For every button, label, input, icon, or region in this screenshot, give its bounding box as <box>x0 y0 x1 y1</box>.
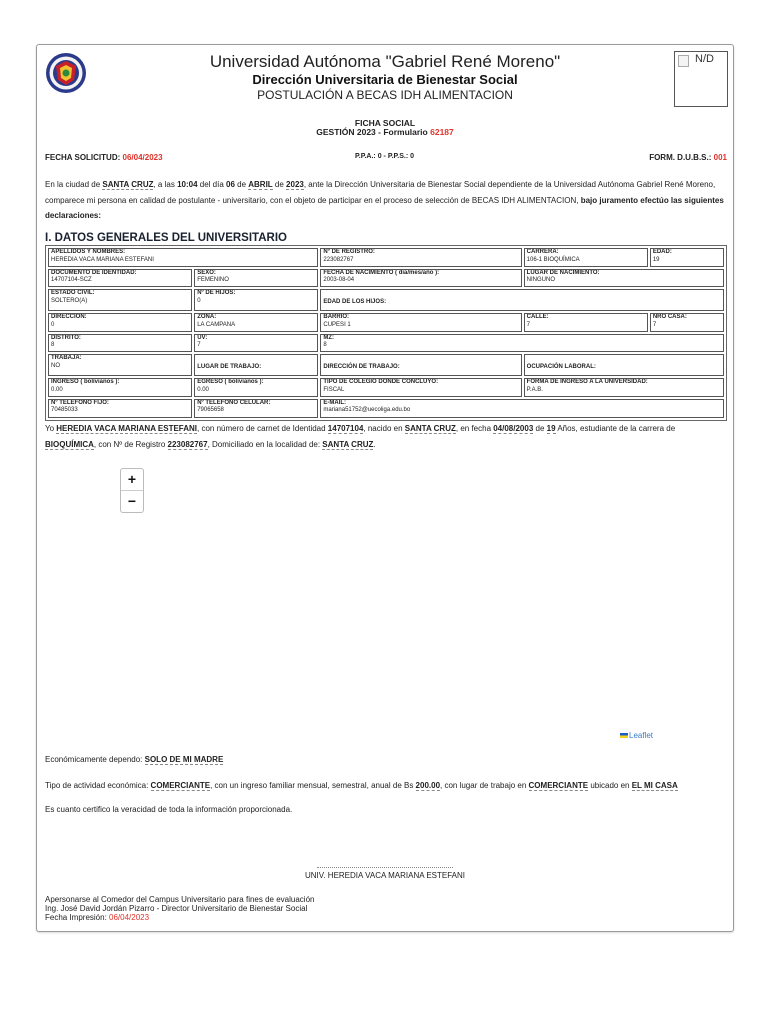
field-apellidos: APELLIDOS Y NOMBRES: HEREDIA VACA MARIANA ESTEFANI <box>48 248 318 267</box>
decl-ci: 14707104 <box>327 424 364 433</box>
field-estado-civil: ESTADO CIVIL: SOLTERO(A) <box>48 289 192 311</box>
field-registro: Nº DE REGISTRO: 223082767 <box>320 248 521 267</box>
signature-line <box>317 867 453 868</box>
field-ocupacion: OCUPACIÓN LABORAL: <box>524 354 724 376</box>
gestion-line <box>37 127 733 137</box>
field-direccion: DIRECCIÓN: 0 <box>48 313 192 332</box>
field-documento: DOCUMENTO DE IDENTIDAD: 14707104-SCZ <box>48 269 192 288</box>
student-data-table <box>45 245 727 421</box>
intro-oath: bajo juramento efectúo las siguientes declaraciones: <box>45 195 724 220</box>
intro-time: 10:04 <box>177 180 198 189</box>
field-telefono-fijo: Nº TELÉFONO FIJO: 70485033 <box>48 399 192 418</box>
request-date <box>45 153 163 162</box>
field-edad-hijos: EDAD DE LOS HIJOS: <box>320 289 724 311</box>
ppa-pps: P.P.A.: 0 - P.P.S.: 0 <box>355 153 415 160</box>
activity-type: COMERCIANTE <box>150 781 211 790</box>
print-date-value: 06/04/2023 <box>109 913 150 922</box>
field-trabaja: TRABAJA: NO <box>48 354 192 376</box>
map-zoom-control <box>120 468 144 513</box>
field-egreso: EGRESO ( bolivianos ): 0.00 <box>194 378 318 397</box>
decl-born: SANTA CRUZ <box>404 424 456 433</box>
form-dubs <box>649 153 727 162</box>
field-mz: MZ: 8 <box>320 334 724 353</box>
field-tipo-colegio: TIPO DE COLEGIO DONDE CONCLUYÓ: FISCAL <box>320 378 521 397</box>
university-name: Universidad Autónoma "Gabriel René Moreno" <box>209 52 561 71</box>
request-date-label: FECHA SOLICITUD: <box>45 153 121 162</box>
print-date: Fecha Impresión: 06/04/2023 <box>45 913 150 922</box>
section-title: I. DATOS GENERALES DEL UNIVERSITARIO <box>45 232 287 244</box>
form-number: 62187 <box>430 127 454 137</box>
work-location: EL MI CASA <box>631 781 678 790</box>
decl-age: 19 <box>546 424 556 433</box>
field-uv: UV: 7 <box>194 334 318 353</box>
decl-career: BIOQUÍMICA <box>45 439 94 449</box>
intro-city: SANTA CRUZ <box>102 180 154 189</box>
zoom-out-button[interactable]: − <box>127 493 137 509</box>
income-amount: 200.00 <box>415 781 441 790</box>
field-fecha-nacimiento: FECHA DE NACIMIENTO ( dia/mes/año ): 2003-08-04 <box>320 269 521 288</box>
field-nro-casa: NRO CASA: 7 <box>650 313 724 332</box>
table-row <box>48 313 724 332</box>
social-form-card <box>36 44 734 932</box>
field-distrito: DISTRITO: 8 <box>48 334 192 353</box>
table-row <box>48 248 724 267</box>
table-row <box>48 354 724 376</box>
field-calle: CALLE: 7 <box>524 313 648 332</box>
field-lugar-trabajo: LUGAR DE TRABAJO: <box>194 354 318 376</box>
leaflet-link[interactable]: Leaflet <box>629 731 654 740</box>
economic-dependence: Económicamente dependo: SOLO DE MI MADRE <box>45 755 224 764</box>
dependence-value: SOLO DE MI MADRE <box>144 755 224 764</box>
decl-name: HEREDIA VACA MARIANA ESTEFANI <box>56 424 198 433</box>
table-row <box>48 269 724 288</box>
intro-month: ABRIL <box>248 180 273 189</box>
photo-alt-text: N/D <box>695 53 714 65</box>
table-row <box>48 334 724 353</box>
economic-activity: Tipo de actividad económica: COMERCIANTE, con un ingreso familiar mensual, semestral, anual de Bs 200.00, con lugar de trabajo en COMERCIANTE ubicado en EL MI CASA <box>45 781 678 790</box>
intro-day: 06 <box>226 180 235 189</box>
form-dubs-value: 001 <box>713 153 727 162</box>
table-row <box>48 378 724 397</box>
field-email: E-MAIL: mariana51752@uecoliga.edu.bo <box>320 399 724 418</box>
gestion-label: GESTIÓN 2023 - Formulario <box>316 127 428 137</box>
decl-reg: 223082767 <box>167 439 208 449</box>
footer-note-2: Ing. José David Jordán Pizarro - Director Universitario de Bienestar Social <box>45 904 308 913</box>
field-zona: ZONA: LA CAMPANA <box>194 313 318 332</box>
field-edad: EDAD: 19 <box>650 248 724 267</box>
field-telefono-celular: Nº TELÉFONO CELULAR: 79065658 <box>194 399 318 418</box>
direction-name: Dirección Universitaria de Bienestar Social <box>252 72 518 87</box>
zoom-in-button[interactable]: + <box>127 471 137 487</box>
signature-name: UNIV. HEREDIA VACA MARIANA ESTEFANI <box>304 871 466 880</box>
field-lugar-nacimiento: LUGAR DE NACIMIENTO: NINGUNO <box>524 269 724 288</box>
decl-locality: SANTA CRUZ <box>322 439 374 449</box>
map-attribution[interactable] <box>620 731 653 740</box>
intro-paragraph: En la ciudad de SANTA CRUZ, a las 10:04 del día 06 de ABRIL de 2023, ante la Dirección Universitaria de Bienestar Social dependiente de la Universidad Autónoma Gabriel René Moreno, comparece mi persona en calidad de postulante - universitario, con el objeto de participar en el proceso de selección de BECAS IDH ALIMENTACION, bajo juramento efectúo las siguientes declaraciones: <box>45 180 724 220</box>
field-direccion-trabajo: DIRECCIÓN DE TRABAJO: <box>320 354 521 376</box>
workplace: COMERCIANTE <box>528 781 589 790</box>
form-title: FICHA SOCIAL <box>354 118 416 128</box>
decl-date: 04/08/2003 <box>493 424 534 433</box>
request-date-value: 06/04/2023 <box>122 153 163 162</box>
field-barrio: BARRIO: CUPESI 1 <box>320 313 521 332</box>
intro-year: 2023 <box>286 180 304 189</box>
ukraine-flag-icon <box>620 733 628 738</box>
postulation-title: POSTULACIÓN A BECAS IDH ALIMENTACION <box>257 88 513 102</box>
footer-note-1: Apersonarse al Comedor del Campus Universitario para fines de evaluación <box>45 895 315 904</box>
table-row <box>48 289 724 311</box>
certification-text: Es cuanto certifico la veracidad de toda la información proporcionada. <box>45 805 293 814</box>
field-sexo: SEXO: FEMENINO <box>194 269 318 288</box>
field-ingreso: INGRESO ( bolivianos ): 0.00 <box>48 378 192 397</box>
form-dubs-label: FORM. D.U.B.S.: <box>649 153 712 162</box>
field-forma-ingreso: FORMA DE INGRESO A LA UNIVERSIDAD: P.A.B. <box>524 378 724 397</box>
table-row <box>48 399 724 418</box>
field-carrera: CARRERA: 106-1 BIOQUÍMICA <box>524 248 648 267</box>
declaration-paragraph: Yo HEREDIA VACA MARIANA ESTEFANI, con número de carnet de Identidad 14707104, nacido en SANTA CRUZ, en fecha 04/08/2003 de 19 Años, estudiante de la carrera de BIOQUÍMICA, con Nº de Registro 223082767, Domiciliado en la localidad de: SANTA CRUZ. <box>45 424 676 449</box>
field-num-hijos: Nº DE HIJOS: 0 <box>194 289 318 311</box>
